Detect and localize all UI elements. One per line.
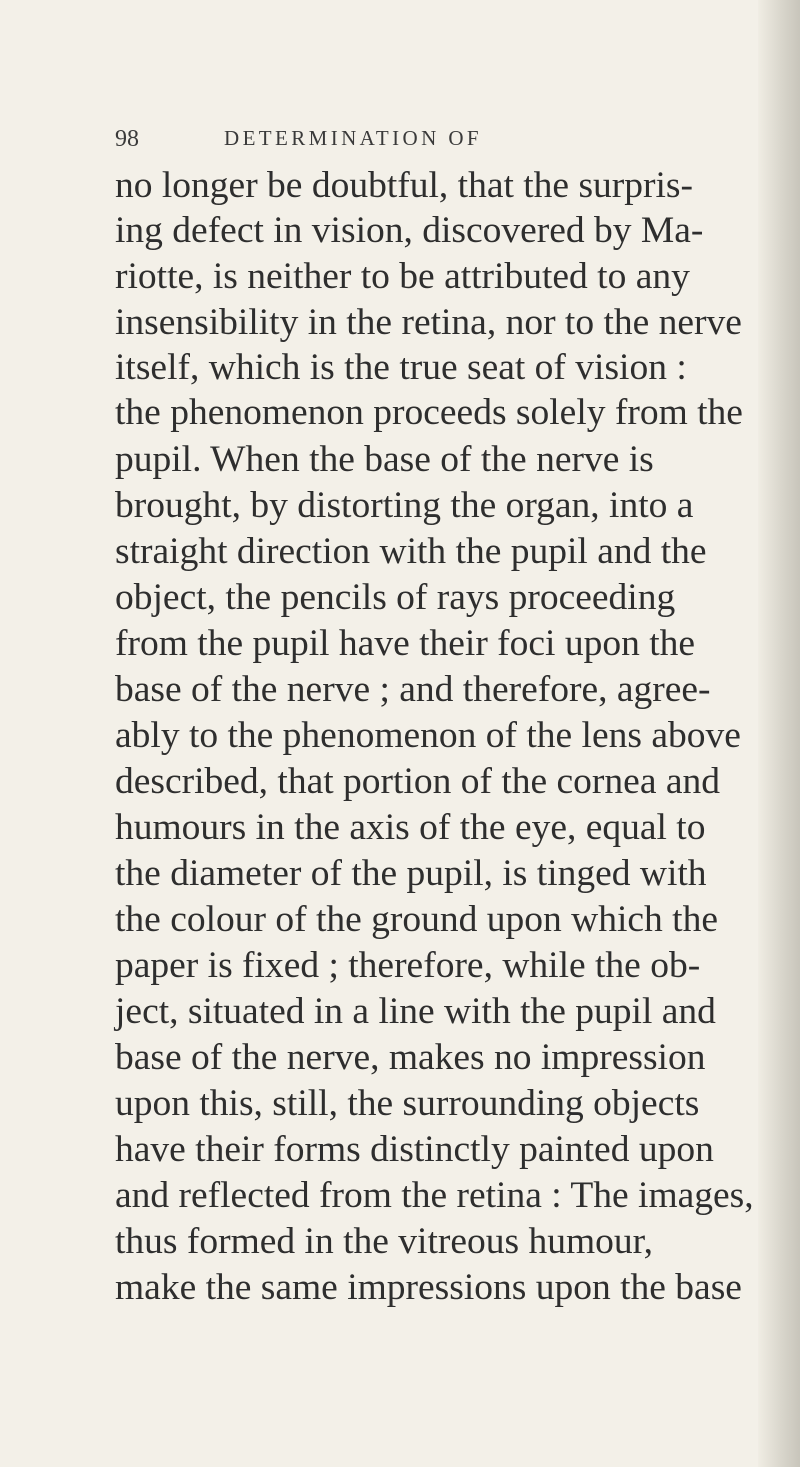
text-line: straight direction with the pupil and the	[115, 531, 707, 572]
text-line: the phenomenon proceeds solely from the	[115, 392, 743, 433]
text-line: the diameter of the pupil, is tinged with	[115, 853, 707, 894]
text-line: base of the nerve ; and therefore, agree-	[115, 669, 711, 710]
text-line: no longer be doubtful, that the surpris-	[115, 165, 694, 206]
text-line: pupil. When the base of the nerve is	[115, 439, 654, 480]
text-line: paper is fixed ; therefore, while the ob-	[115, 945, 701, 986]
text-line: make the same impressions upon the base	[115, 1267, 742, 1308]
text-line: described, that portion of the cornea and	[115, 761, 720, 802]
text-line: insensibility in the retina, nor to the nerve	[115, 302, 742, 343]
text-line: from the pupil have their foci upon the	[115, 623, 696, 664]
page-number: 98	[115, 126, 139, 152]
text-line: brought, by distorting the organ, into a	[115, 485, 694, 526]
page-edge-shadow	[758, 0, 800, 1467]
text-line: object, the pencils of rays proceeding	[115, 577, 676, 618]
text-line: riotte, is neither to be attributed to any	[115, 256, 690, 297]
text-line: have their forms distinctly painted upon	[115, 1129, 714, 1170]
text-line: ject, situated in a line with the pupil and	[115, 991, 716, 1032]
text-line: ing defect in vision, discovered by Ma-	[115, 210, 704, 251]
text-line: base of the nerve, makes no impression	[115, 1037, 706, 1078]
text-line: thus formed in the vitreous humour,	[115, 1221, 654, 1262]
text-line: and reflected from the retina : The images,	[115, 1175, 754, 1216]
text-line: itself, which is the true seat of vision :	[115, 347, 687, 388]
running-head: DETERMINATION OF	[224, 126, 482, 150]
text-line: the colour of the ground upon which the	[115, 899, 718, 940]
text-line: humours in the axis of the eye, equal to	[115, 807, 706, 848]
text-line: ably to the phenomenon of the lens above	[115, 715, 741, 756]
page-header	[0, 126, 800, 166]
text-line: upon this, still, the surrounding objects	[115, 1083, 700, 1124]
